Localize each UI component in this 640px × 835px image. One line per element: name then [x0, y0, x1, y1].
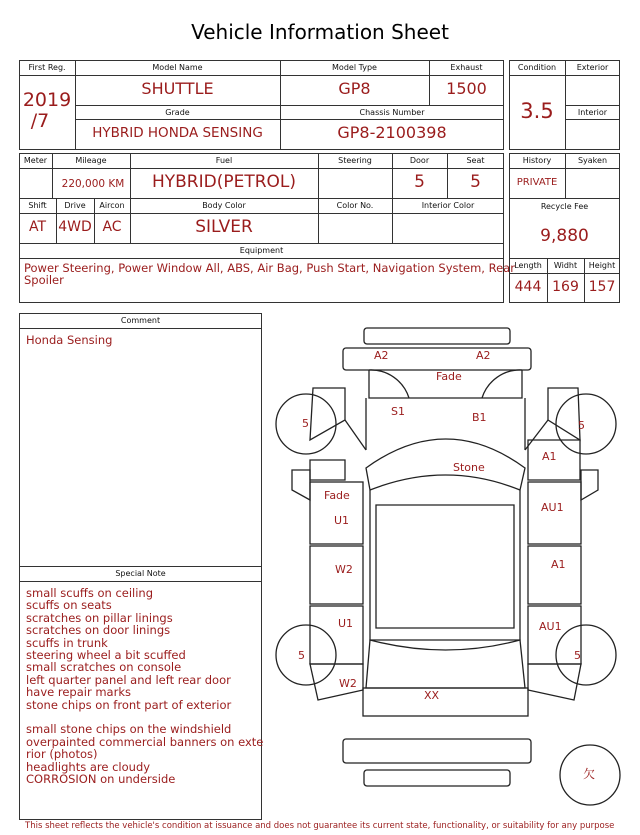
history-value: PRIVATE: [516, 177, 558, 188]
history-label: History: [522, 156, 552, 165]
tyre-rear-left-value: 5: [298, 649, 305, 662]
disclaimer-footer: This sheet reflects the vehicle's condition at issuance and does not guarantee its current state, functionality, or suitability for any purpose: [25, 821, 615, 831]
front-bumper-top: [364, 328, 510, 344]
special-note-list: [26, 586, 264, 787]
recycle-fee-label: Recycle Fee: [540, 202, 589, 211]
car-damage-diagram: [270, 320, 630, 820]
exhaust-label: Exhaust: [450, 63, 483, 72]
width-value: 169: [552, 279, 579, 295]
width-label: Widht: [553, 261, 578, 270]
grade-label: Grade: [165, 108, 190, 117]
fuel-value: HYBRID(PETROL): [151, 172, 297, 192]
rear-panel: [363, 688, 528, 716]
tyre-front-right-value: 5: [578, 419, 585, 432]
fuel-label: Fuel: [215, 156, 233, 165]
color-no-label: Color No.: [336, 201, 374, 210]
mileage-label: Mileage: [75, 156, 107, 165]
special-note-line: scratches on pillar linings: [26, 610, 173, 625]
height-value: 157: [588, 279, 616, 295]
length-label: Length: [514, 261, 542, 270]
special-note-line: headlights are cloudy: [26, 759, 151, 774]
length-value: 444: [514, 279, 542, 295]
seat-label: Seat: [466, 156, 485, 165]
body-color-label: Body Color: [202, 201, 246, 210]
mark-right-front-pillar: A1: [542, 450, 557, 463]
steering-label: Steering: [338, 156, 372, 165]
equipment-label: Equipment: [239, 246, 284, 255]
door-value: 5: [414, 172, 425, 192]
special-note-line: overpainted commercial banners on exte: [26, 734, 264, 749]
tyre-front-left-value: 5: [302, 417, 309, 430]
comment-value: Honda Sensing: [26, 333, 113, 347]
interior-label: Interior: [577, 108, 608, 117]
mark-windshield: Stone: [453, 461, 485, 474]
height-label: Height: [588, 261, 616, 270]
drive-label: Drive: [64, 201, 86, 210]
roof: [370, 490, 520, 640]
windshield: [366, 439, 525, 490]
shift-label: Shift: [28, 201, 47, 210]
condition-label: Condition: [517, 63, 557, 72]
mark-front-right-fender: B1: [472, 411, 487, 424]
hood-left-curve: [369, 370, 409, 398]
mark-front-left-fender: S1: [391, 405, 405, 418]
rear-window: [366, 640, 525, 688]
special-note-line: CORROSION on underside: [26, 772, 176, 787]
model-name-value: SHUTTLE: [141, 79, 214, 98]
left-front-fender: [310, 460, 345, 480]
special-note-line: stone chips on front part of exterior: [26, 697, 232, 712]
special-note-line: steering wheel a bit scuffed: [26, 648, 186, 663]
mark-right-quarter: AU1: [539, 620, 562, 633]
special-note-line: small scuffs on ceiling: [26, 586, 154, 600]
exhaust-value: 1500: [446, 79, 487, 98]
chassis-value: GP8-2100398: [337, 123, 447, 142]
page-title: Vehicle Information Sheet: [191, 20, 449, 44]
interior-color-label: Interior Color: [421, 201, 475, 210]
comment-label: Comment: [120, 316, 161, 325]
mark-right-front-door: AU1: [541, 501, 564, 514]
rear-bumper: [343, 739, 531, 763]
first-reg-month: /7: [30, 110, 50, 132]
special-note-line: left quarter panel and left rear door: [26, 672, 231, 687]
front-bumper: [343, 348, 531, 370]
mark-front-bumper-left: A2: [374, 349, 389, 362]
mark-front-bumper-right: A2: [476, 349, 491, 362]
sunroof-area: [376, 505, 514, 628]
mark-left-front-door-upper: Fade: [324, 489, 350, 502]
aircon-value: AC: [102, 219, 122, 235]
chassis-label: Chassis Number: [359, 108, 425, 117]
mileage-value: 220,000 KM: [61, 178, 125, 190]
drive-value: 4WD: [58, 219, 92, 235]
spare-tyre-value: 欠: [583, 767, 596, 781]
special-note-line: small scratches on console: [26, 660, 182, 675]
mark-left-front-door: U1: [334, 514, 350, 527]
model-name-label: Model Name: [152, 63, 203, 72]
special-note-line: scuffs on seats: [26, 598, 112, 613]
hood-right-curve: [482, 370, 522, 398]
mark-rear-panel: XX: [424, 689, 440, 702]
special-note-label: Special Note: [115, 569, 166, 578]
condition-value: 3.5: [520, 99, 554, 123]
right-rear-door: [528, 546, 581, 604]
recycle-fee-value: 9,880: [540, 226, 589, 246]
special-note-line: rior (photos): [26, 747, 98, 762]
first-reg-label: First Reg.: [28, 63, 66, 72]
special-note-line: scuffs in trunk: [26, 635, 108, 650]
special-note-line: small stone chips on the windshield: [26, 722, 232, 737]
first-reg-year: 2019: [22, 89, 72, 111]
door-label: Door: [409, 156, 430, 165]
wheel-rear-right: [556, 625, 616, 685]
seat-value: 5: [470, 172, 481, 192]
model-type-value: GP8: [338, 79, 371, 98]
body-color-value: SILVER: [195, 217, 253, 237]
mark-left-rear-door: W2: [335, 563, 353, 576]
equipment-line-1: Power Steering, Power Window All, ABS, Air Bag, Push Start, Navigation System, Rear: [24, 261, 515, 275]
wheel-rear-left: [276, 625, 336, 685]
mark-right-rear-door: A1: [551, 558, 566, 571]
equipment-line-2: Spoiler: [24, 273, 64, 287]
meter-label: Meter: [23, 156, 48, 165]
syaken-label: Syaken: [577, 156, 608, 165]
model-type-label: Model Type: [332, 63, 377, 72]
shift-value: AT: [28, 219, 47, 235]
grade-value: HYBRID HONDA SENSING: [92, 125, 263, 141]
left-mirror: [292, 470, 310, 500]
wheel-front-right: [556, 394, 616, 454]
special-note-line: scratches on door linings: [26, 623, 171, 638]
special-note-line: have repair marks: [26, 685, 131, 700]
mark-hood: Fade: [436, 370, 462, 383]
rear-bumper-lower: [364, 770, 510, 786]
mark-left-rear: W2: [339, 677, 357, 690]
right-mirror: [581, 470, 598, 500]
exterior-label: Exterior: [576, 63, 609, 72]
aircon-label: Aircon: [99, 201, 125, 210]
tyre-rear-right-value: 5: [574, 649, 581, 662]
mark-left-quarter: U1: [338, 617, 354, 630]
